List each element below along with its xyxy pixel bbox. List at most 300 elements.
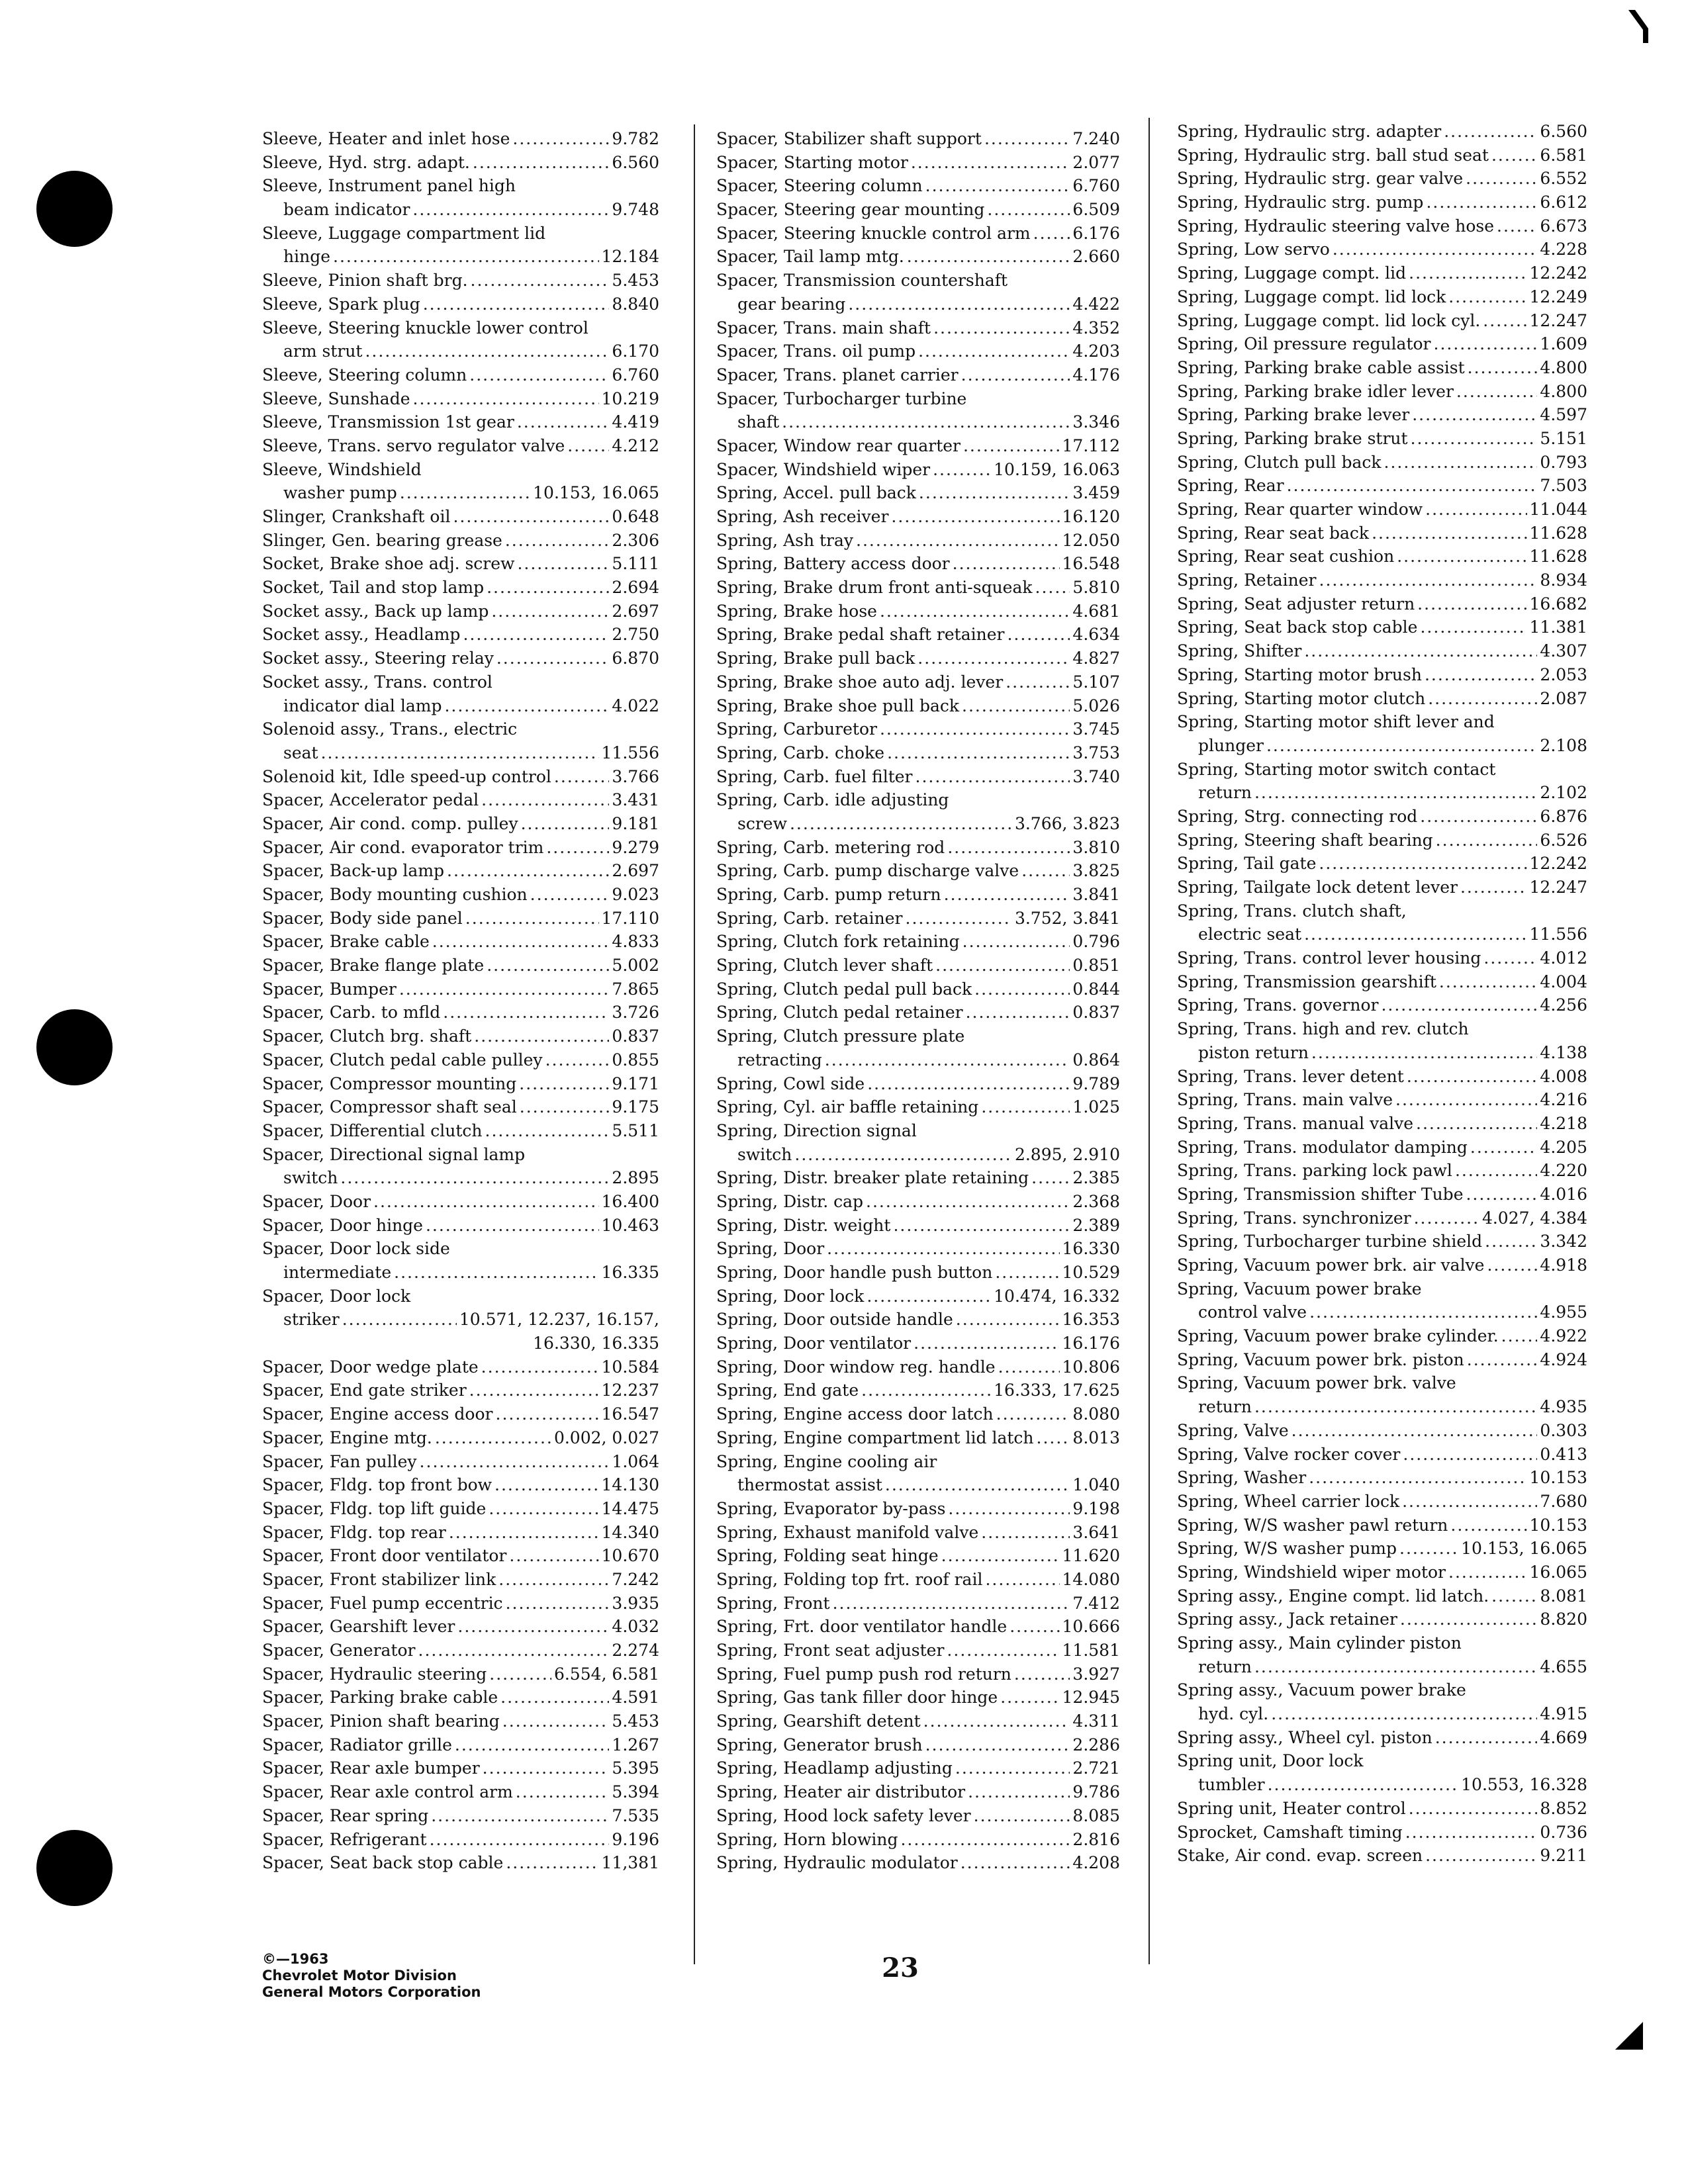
column-divider <box>1149 118 1150 1964</box>
entry-page-ref: 1.025 <box>1072 1097 1120 1117</box>
entry-text: Spacer, Bumper <box>262 979 397 999</box>
dot-leader <box>321 741 599 765</box>
entry-text: Socket, Tail and stop lamp <box>262 578 485 598</box>
footer-line: ©—1963 <box>262 1951 329 1967</box>
dot-leader <box>856 529 1059 553</box>
entry-page-ref: 9.175 <box>612 1097 659 1117</box>
entry-text: Socket assy., Steering relay <box>262 649 494 668</box>
index-entry <box>716 1828 1120 1852</box>
entry-page-ref: 10.153, 16.065 <box>533 483 659 503</box>
entry-text: Sleeve, Windshield <box>262 459 422 479</box>
index-entry <box>716 1473 1120 1497</box>
corner-mark-top-right <box>1628 10 1648 43</box>
entry-text: Spring, Clutch lever shaft <box>716 956 933 976</box>
entry-text: Spring, Carb. idle adjusting <box>716 790 949 810</box>
index-entry <box>716 576 1120 600</box>
index-entry <box>716 1237 1120 1261</box>
entry-text: Spacer, Rear axle control arm <box>262 1782 513 1802</box>
entry-text: Spring, Retainer <box>1177 570 1317 590</box>
entry-text: Spacer, Body mounting cushion <box>262 885 528 904</box>
index-entry <box>262 316 659 340</box>
entry-text: Sleeve, Luggage compartment lid <box>262 223 546 243</box>
dot-leader <box>400 481 530 505</box>
index-entry <box>1177 1136 1587 1160</box>
dot-leader <box>506 1851 598 1875</box>
entry-text: Spring, Trans. modulator damping <box>1177 1137 1468 1157</box>
entry-page-ref: 16.547 <box>601 1404 659 1424</box>
dot-leader <box>1033 222 1070 246</box>
entry-page-ref: 9.279 <box>612 837 659 857</box>
dot-leader <box>516 1780 610 1804</box>
dot-leader <box>1399 1537 1458 1561</box>
entry-page-ref: 11.620 <box>1062 1546 1120 1566</box>
index-entry <box>262 529 659 553</box>
dot-leader <box>496 647 610 670</box>
entry-page-ref: 3.825 <box>1072 861 1120 881</box>
entry-page-ref: 2.274 <box>612 1641 659 1660</box>
entry-page-ref: 4.833 <box>612 932 659 952</box>
entry-page-ref: 0.002, 0.027 <box>553 1428 659 1447</box>
entry-page-ref: 4.176 <box>1072 365 1120 385</box>
index-entry <box>262 1521 659 1545</box>
entry-text: Spacer, Parking brake cable <box>262 1688 498 1707</box>
entry-text: Spring, Trans. high and rev. clutch <box>1177 1019 1469 1039</box>
entry-text: Spacer, Body side panel <box>262 908 463 928</box>
dot-leader <box>1466 1183 1537 1206</box>
entry-text: switch <box>737 1144 792 1164</box>
dot-leader <box>833 1592 1070 1615</box>
entry-page-ref: 9.786 <box>1072 1782 1120 1802</box>
entry-text: Spring, Ash tray <box>716 530 854 550</box>
entry-page-ref: 10.553, 16.328 <box>1461 1775 1587 1795</box>
entry-page-ref: 2.087 <box>1540 688 1587 708</box>
entry-text: Sleeve, Hyd. strg. adapt. <box>262 152 470 172</box>
entry-page-ref: 3.752, 3.841 <box>1014 908 1120 928</box>
entry-text: Spring, Turbocharger turbine shield <box>1177 1232 1483 1251</box>
entry-page-ref: 3.935 <box>612 1593 659 1613</box>
index-entry <box>262 1497 659 1521</box>
entry-page-ref: 5.394 <box>612 1782 659 1802</box>
dot-leader <box>880 717 1070 741</box>
index-entry <box>716 930 1120 954</box>
entry-text: Spacer, Stabilizer shaft support <box>716 129 982 148</box>
index-entry <box>716 1001 1120 1024</box>
index-entry <box>716 410 1120 434</box>
entry-text: Spring, Clutch pedal retainer <box>716 1003 963 1023</box>
entry-page-ref: 8.840 <box>612 294 659 314</box>
entry-page-ref: 0.837 <box>1072 1003 1120 1023</box>
index-entry <box>262 293 659 316</box>
index-entry <box>262 340 659 363</box>
index-entry <box>716 647 1120 670</box>
dot-leader <box>481 788 609 812</box>
entry-page-ref: 12.050 <box>1062 530 1120 550</box>
footer-line: General Motors Corporation <box>262 1984 481 2000</box>
entry-page-ref: 9.211 <box>1540 1846 1587 1866</box>
entry-text: Slinger, Crankshaft oil <box>262 507 451 526</box>
index-entry <box>262 1686 659 1709</box>
entry-page-ref: 4.935 <box>1540 1397 1587 1417</box>
index-entry <box>716 1119 1120 1143</box>
entry-text: Sleeve, Heater and inlet hose <box>262 129 510 148</box>
entry-text: Spacer, Steering column <box>716 176 923 196</box>
index-entry <box>716 836 1120 860</box>
entry-text: Spring, Hydraulic strg. gear valve <box>1177 169 1464 189</box>
entry-page-ref: 16.335 <box>601 1263 659 1282</box>
index-entry <box>1177 1466 1587 1490</box>
entry-page-ref: 4.924 <box>1540 1349 1587 1369</box>
entry-page-ref: 8.852 <box>1540 1798 1587 1818</box>
dot-leader <box>1420 615 1526 639</box>
entry-page-ref: 16.176 <box>1062 1334 1120 1353</box>
entry-text: Solenoid kit, Idle speed-up control <box>262 766 551 786</box>
dot-leader <box>463 623 609 647</box>
index-column-2 <box>716 127 1120 1875</box>
dot-leader <box>1448 285 1526 309</box>
index-entry <box>716 1143 1120 1167</box>
entry-page-ref: 7.680 <box>1540 1491 1587 1511</box>
dot-leader <box>494 1473 598 1497</box>
entry-page-ref: 10.666 <box>1062 1617 1120 1637</box>
index-entry <box>716 670 1120 694</box>
entry-text: Spring unit, Heater control <box>1177 1798 1406 1818</box>
entry-text: Spring, Low servo <box>1177 240 1330 259</box>
dot-leader <box>489 1662 551 1686</box>
entry-text: Spring, Gas tank filler door hinge <box>716 1688 998 1707</box>
entry-text: retracting <box>737 1050 822 1069</box>
dot-leader <box>941 1544 1060 1568</box>
entry-page-ref: 8.934 <box>1540 570 1587 590</box>
index-entry <box>262 1756 659 1780</box>
entry-text: Spring assy., Engine compt. lid latch. <box>1177 1586 1489 1606</box>
entry-text: Spring, W/S washer pump <box>1177 1539 1397 1559</box>
entry-text: Spring, Hydraulic steering valve hose <box>1177 216 1495 236</box>
index-entry <box>1177 663 1587 687</box>
entry-page-ref: 9.789 <box>1072 1073 1120 1093</box>
index-entry <box>716 340 1120 363</box>
entry-text: Spring, Carb. choke <box>716 743 885 762</box>
entry-text: Spring, Cowl side <box>716 1073 865 1093</box>
entry-page-ref: 0.736 <box>1540 1822 1587 1842</box>
index-entry <box>1177 1348 1587 1372</box>
dot-leader <box>1435 1726 1538 1750</box>
entry-page-ref: 4.597 <box>1540 405 1587 425</box>
dot-leader <box>867 1285 991 1308</box>
dot-leader <box>491 600 609 623</box>
index-entry <box>1177 427 1587 451</box>
index-entry <box>262 1095 659 1119</box>
entry-page-ref: 9.196 <box>612 1829 659 1849</box>
dot-leader <box>1381 993 1537 1017</box>
index-entry <box>716 1214 1120 1238</box>
dot-leader <box>474 1024 609 1048</box>
entry-text: Spring, Valve rocker cover <box>1177 1444 1401 1464</box>
entry-page-ref: 0.793 <box>1540 452 1587 472</box>
entry-text: Spring, Steering shaft bearing <box>1177 830 1433 850</box>
entry-page-ref: 14.130 <box>601 1475 659 1495</box>
entry-page-ref: 5.107 <box>1072 672 1120 692</box>
dot-leader <box>1254 781 1537 805</box>
entry-text: Spring, Carb. metering rod <box>716 837 945 857</box>
entry-page-ref: 4.307 <box>1540 641 1587 661</box>
entry-text: Spring, Rear seat back <box>1177 523 1370 543</box>
dot-leader <box>1014 1662 1070 1686</box>
dot-leader <box>1287 474 1538 498</box>
index-entry <box>262 1072 659 1096</box>
entry-page-ref: 2.306 <box>612 530 659 550</box>
entry-page-ref: 5.453 <box>612 271 659 291</box>
entry-page-ref: 4.634 <box>1072 625 1120 645</box>
index-entry <box>262 907 659 931</box>
index-entry <box>262 1355 659 1379</box>
entry-page-ref: 9.181 <box>612 813 659 833</box>
entry-text: Spacer, Steering knuckle control arm <box>716 223 1031 243</box>
dot-leader <box>485 1119 610 1143</box>
dot-leader <box>333 245 599 269</box>
index-entry <box>716 1497 1120 1521</box>
entry-text: Spacer, Brake cable <box>262 932 430 952</box>
entry-page-ref: 5.395 <box>612 1758 659 1778</box>
entry-page-ref: 16.333, 17.625 <box>994 1381 1120 1400</box>
index-entry <box>262 788 659 812</box>
entry-text: Spacer, Trans. main shaft <box>716 318 931 338</box>
entry-page-ref: 6.554, 6.581 <box>553 1664 659 1684</box>
dot-leader <box>1483 946 1537 970</box>
dot-leader <box>1428 687 1537 711</box>
entry-text: Spacer, Door lock side <box>262 1239 450 1259</box>
index-entry <box>1177 1206 1587 1230</box>
entry-text: Spring, Carb. pump return <box>716 885 941 904</box>
index-entry <box>1177 1584 1587 1608</box>
dot-leader <box>498 1568 609 1592</box>
entry-page-ref: 10.153 <box>1529 1468 1587 1488</box>
dot-leader <box>1434 332 1538 356</box>
index-entry <box>1177 1514 1587 1537</box>
entry-page-ref: 5.026 <box>1072 696 1120 715</box>
index-entry <box>262 1450 659 1474</box>
dot-leader <box>471 269 610 293</box>
dot-leader <box>1409 261 1526 285</box>
entry-page-ref: 5.511 <box>612 1120 659 1140</box>
entry-text: Sleeve, Instrument panel high <box>262 176 516 196</box>
dot-leader <box>1485 1230 1537 1253</box>
entry-text: Spacer, Engine mtg. <box>262 1428 432 1447</box>
entry-page-ref: 10.474, 16.332 <box>994 1286 1120 1306</box>
entry-text: plunger <box>1198 735 1264 755</box>
index-entry <box>1177 380 1587 404</box>
dot-leader <box>848 293 1070 316</box>
entry-text: Spring, Folding seat hinge <box>716 1546 939 1566</box>
index-entry <box>1177 144 1587 167</box>
index-entry <box>716 316 1120 340</box>
dot-leader <box>512 127 609 151</box>
dot-leader <box>1372 522 1526 545</box>
index-entry <box>1177 852 1587 876</box>
entry-page-ref: 2.697 <box>612 601 659 621</box>
entry-text: Spring, Wheel carrier lock <box>1177 1491 1400 1511</box>
dot-leader <box>1397 545 1526 569</box>
dot-leader <box>1304 923 1526 946</box>
index-entry <box>1177 615 1587 639</box>
index-entry <box>716 151 1120 175</box>
index-entry <box>716 694 1120 718</box>
entry-page-ref: 10.806 <box>1062 1357 1120 1377</box>
dot-leader <box>968 1780 1070 1804</box>
entry-text: Spacer, Front stabilizer link <box>262 1569 496 1589</box>
index-entry <box>262 1001 659 1024</box>
index-entry <box>716 552 1120 576</box>
entry-page-ref: 2.053 <box>1540 664 1587 684</box>
entry-text: Spring, Seat adjuster return <box>1177 594 1415 614</box>
dot-leader <box>469 1379 599 1402</box>
entry-page-ref: 12.945 <box>1062 1688 1120 1707</box>
entry-page-ref: 0.413 <box>1540 1444 1587 1464</box>
index-entry <box>262 505 659 529</box>
entry-text: Spring, Engine compartment lid latch <box>716 1428 1034 1447</box>
entry-page-ref: 4.008 <box>1540 1066 1587 1086</box>
entry-text: Spacer, Air cond. evaporator trim <box>262 837 544 857</box>
dot-leader <box>554 765 610 789</box>
index-entry <box>716 245 1120 269</box>
binder-hole <box>36 171 113 247</box>
index-entry <box>1177 1678 1587 1702</box>
index-entry <box>1177 1490 1587 1514</box>
entry-page-ref: 12.242 <box>1529 263 1587 283</box>
dot-leader <box>457 1615 609 1639</box>
dot-leader <box>505 529 610 553</box>
index-entry <box>1177 639 1587 663</box>
entry-page-ref: 7.503 <box>1540 476 1587 496</box>
index-entry <box>262 222 659 246</box>
entry-page-ref: 2.102 <box>1540 783 1587 803</box>
entry-text: Spacer, Fuel pump eccentric <box>262 1593 503 1613</box>
dot-leader <box>935 954 1070 978</box>
dot-leader <box>465 907 599 931</box>
entry-text: Spacer, Door hinge <box>262 1215 423 1235</box>
dot-leader <box>1425 663 1537 687</box>
index-entry <box>262 1733 659 1757</box>
index-entry <box>716 1568 1120 1592</box>
entry-page-ref: 14.340 <box>601 1522 659 1542</box>
dot-leader <box>496 1402 599 1426</box>
index-entry <box>262 1166 659 1190</box>
dot-leader <box>1420 805 1537 829</box>
index-entry <box>1177 285 1587 309</box>
index-entry <box>1177 734 1587 758</box>
index-entry <box>716 1804 1120 1828</box>
entry-text: Spacer, Rear axle bumper <box>262 1758 480 1778</box>
dot-leader <box>866 1190 1070 1214</box>
dot-leader <box>981 1095 1070 1119</box>
entry-text: indicator dial lamp <box>283 696 442 715</box>
dot-leader <box>1009 1615 1059 1639</box>
dot-leader <box>546 836 609 860</box>
index-entry <box>262 1780 659 1804</box>
entry-page-ref: 9.198 <box>1072 1498 1120 1518</box>
entry-text: Spring, Parking brake idler lever <box>1177 381 1454 401</box>
entry-page-ref: 5.002 <box>612 956 659 976</box>
dot-leader <box>394 1261 598 1285</box>
entry-page-ref: 10.584 <box>601 1357 659 1377</box>
index-entry <box>262 1402 659 1426</box>
entry-text: Spring, Door outside handle <box>716 1310 953 1330</box>
entry-text: Spacer, Fldg. top rear <box>262 1522 446 1542</box>
entry-text: Spring, Direction signal <box>716 1120 917 1140</box>
index-entry <box>716 1308 1120 1332</box>
index-entry <box>716 269 1120 293</box>
entry-text: intermediate <box>283 1263 392 1282</box>
index-entry <box>1177 1065 1587 1089</box>
dot-leader <box>567 434 609 458</box>
entry-page-ref: 5.151 <box>1540 428 1587 448</box>
index-entry <box>262 576 659 600</box>
entry-text: Spring, Evaporator by-pass <box>716 1498 946 1518</box>
footer-line: Chevrolet Motor Division <box>262 1968 457 1983</box>
index-entry <box>716 1450 1120 1474</box>
entry-page-ref: 3.459 <box>1072 483 1120 503</box>
dot-leader <box>961 363 1070 387</box>
entry-page-ref: 2.895 <box>612 1168 659 1188</box>
entry-text: Spacer, Windshield wiper <box>716 459 931 479</box>
entry-text: Spacer, Generator <box>262 1641 416 1660</box>
index-entry <box>716 458 1120 482</box>
entry-text: striker <box>283 1310 340 1330</box>
dot-leader <box>487 954 609 978</box>
dot-leader <box>918 340 1070 363</box>
entry-page-ref: 2.108 <box>1540 735 1587 755</box>
entry-page-ref: 4.203 <box>1072 341 1120 361</box>
entry-page-ref: 4.027, 4.384 <box>1481 1208 1587 1228</box>
entry-text: Spring, Transmission gearshift <box>1177 972 1436 991</box>
index-entry <box>1177 1277 1587 1301</box>
index-entry <box>716 1285 1120 1308</box>
dot-leader <box>530 883 610 907</box>
index-entry <box>716 222 1120 246</box>
dot-leader <box>1411 427 1538 451</box>
entry-text: Spring, Horn blowing <box>716 1829 898 1849</box>
index-entry <box>1177 1017 1587 1041</box>
entry-page-ref: 4.208 <box>1072 1853 1120 1873</box>
dot-leader <box>948 1497 1070 1521</box>
dot-leader <box>342 1308 457 1332</box>
index-entry <box>262 1332 659 1355</box>
dot-leader <box>1319 852 1526 876</box>
dot-leader <box>420 1450 610 1474</box>
entry-text: Spring, Door ventilator <box>716 1334 912 1353</box>
entry-page-ref: 3.342 <box>1540 1232 1587 1251</box>
entry-text: Spring, Trans. lever detent <box>1177 1066 1404 1086</box>
index-entry <box>1177 1183 1587 1206</box>
entry-page-ref: 4.032 <box>612 1617 659 1637</box>
entry-text: Stake, Air cond. evap. screen <box>1177 1846 1423 1866</box>
dot-leader <box>432 930 610 954</box>
entry-page-ref: 3.753 <box>1072 743 1120 762</box>
entry-text: Spring, Distr. breaker plate retaining <box>716 1168 1029 1188</box>
dot-leader <box>413 387 599 411</box>
dot-leader <box>500 1686 609 1709</box>
index-entry <box>1177 805 1587 829</box>
entry-text: Spring, Windshield wiper motor <box>1177 1562 1446 1582</box>
dot-leader <box>487 576 609 600</box>
entry-page-ref: 6.870 <box>612 649 659 668</box>
index-entry <box>1177 545 1587 569</box>
entry-text: Spacer, Brake flange plate <box>262 956 485 976</box>
index-entry <box>716 1733 1120 1757</box>
index-entry <box>262 647 659 670</box>
entry-text: Spring, Brake drum front anti-squeak <box>716 578 1033 598</box>
index-entry <box>716 1686 1120 1709</box>
entry-page-ref: 3.766, 3.823 <box>1014 813 1120 833</box>
